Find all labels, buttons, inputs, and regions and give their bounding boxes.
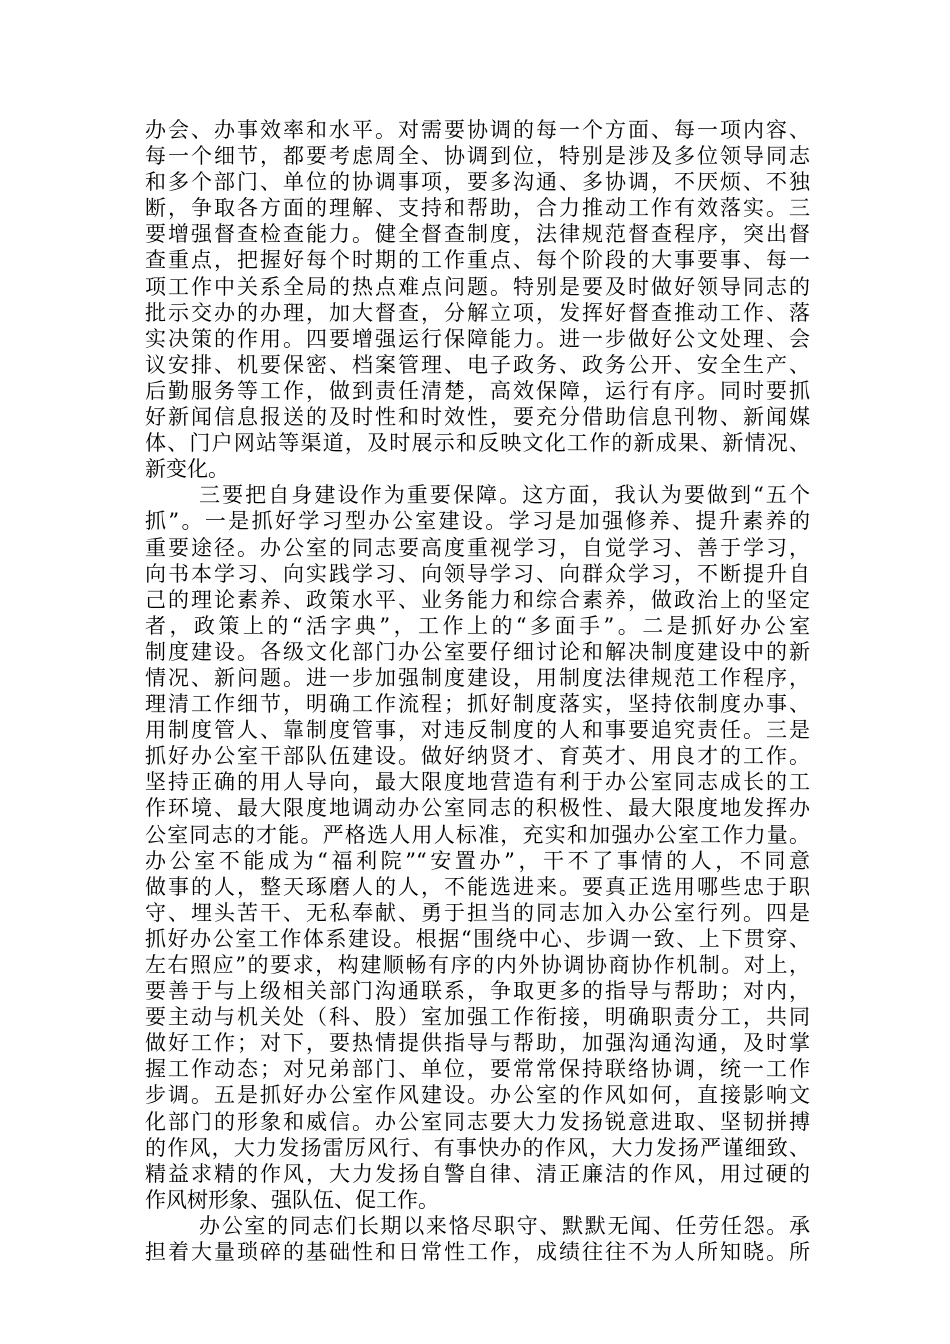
text-line: 要增强督查检查能力。健全督查制度，法律规范督查程序，突出督 bbox=[145, 222, 810, 247]
text-line: 抓”。一是抓好学习型办公室建设。学习是加强修养、提升素养的 bbox=[145, 509, 810, 534]
text-line: 握工作动态；对兄弟部门、单位，要常常保持联络协调，统一工作 bbox=[145, 1057, 810, 1082]
text-line: 做事的人，整天琢磨人的人，不能选进来。要真正选用哪些忠于职 bbox=[145, 874, 810, 899]
text-line: 办会、办事效率和水平。对需要协调的每一个方面、每一项内容、 bbox=[145, 118, 810, 142]
text-line: 左右照应”的要求，构建顺畅有序的内外协调协商协作机制。对上， bbox=[145, 953, 810, 977]
text-line: 批示交办的办理，加大督查，分解立项，发挥好督查推动工作、落 bbox=[145, 300, 810, 325]
text-line: 制度建设。各级文化部门办公室要仔细讨论和解决制度建设中的新 bbox=[145, 639, 810, 664]
text-line: 化部门的形象和威信。办公室同志要大力发扬锐意进取、坚韧拼搏 bbox=[145, 1109, 810, 1134]
text-line: 实决策的作用。四要增强运行保障能力。进一步做好公文处理、会 bbox=[145, 326, 810, 351]
text-line: 查重点，把握好每个时期的工作重点、每个阶段的大事要事、每一 bbox=[145, 248, 810, 273]
text-line: 精益求精的作风，大力发扬自警自律、清正廉洁的作风，用过硬的 bbox=[145, 1161, 810, 1186]
text-line: 用制度管人、靠制度管事，对违反制度的人和事要追究责任。三是 bbox=[145, 718, 810, 743]
text-line: 每一个细节，都要考虑周全、协调到位，特别是涉及多位领导同志 bbox=[145, 144, 810, 169]
text-line: 做好工作；对下，要热情提供指导与帮助，加强沟通沟通，及时掌 bbox=[145, 1031, 810, 1056]
text-line: 抓好办公室干部队伍建设。做好纳贤才、育英才、用良才的工作。 bbox=[145, 744, 810, 769]
text-line: 体、门户网站等渠道，及时展示和反映文化工作的新成果、新情况、 bbox=[145, 431, 810, 456]
text-line: 新变化。 bbox=[145, 457, 229, 482]
text-line: 者，政策上的“活字典”，工作上的“多面手”。二是抓好办公室 bbox=[145, 613, 810, 638]
text-line: 公室同志的才能。严格选人用人标准，充实和加强办公室工作力量。 bbox=[145, 822, 810, 847]
text-line: 担着大量琐碎的基础性和日常性工作，成绩往往不为人所知晓。所 bbox=[145, 1240, 810, 1265]
text-line: 重要途径。办公室的同志要高度重视学习，自觉学习、善于学习， bbox=[145, 535, 810, 560]
text-line: 办公室的同志们长期以来恪尽职守、默默无闻、任劳任怨。承 bbox=[199, 1213, 810, 1238]
text-line: 步调。五是抓好办公室作风建设。办公室的作风如何，直接影响文 bbox=[145, 1083, 810, 1108]
text-line: 议安排、机要保密、档案管理、电子政务、政务公开、安全生产、 bbox=[145, 352, 810, 377]
text-line: 守、埋头苦干、无私奉献、勇于担当的同志加入办公室行列。四是 bbox=[145, 900, 810, 925]
text-line: 要善于与上级相关部门沟通联系，争取更多的指导与帮助；对内， bbox=[145, 979, 810, 1004]
text-line: 和多个部门、单位的协调事项，要多沟通、多协调，不厌烦、不独 bbox=[145, 170, 810, 195]
text-line: 后勤服务等工作，做到责任清楚，高效保障，运行有序。同时要抓 bbox=[145, 378, 810, 403]
text-line: 作风树形象、强队伍、促工作。 bbox=[145, 1187, 439, 1212]
text-line: 向书本学习、向实践学习、向领导学习、向群众学习，不断提升自 bbox=[145, 561, 810, 586]
text-line: 抓好办公室工作体系建设。根据“围绕中心、步调一致、上下贯穿、 bbox=[145, 926, 810, 951]
text-line: 三要把自身建设作为重要保障。这方面，我认为要做到“五个 bbox=[199, 483, 810, 508]
text-line: 理清工作细节，明确工作流程；抓好制度落实，坚持依制度办事、 bbox=[145, 692, 810, 717]
text-line: 断，争取各方面的理解、支持和帮助，合力推动工作有效落实。三 bbox=[145, 196, 810, 221]
text-line: 作环境、最大限度地调动办公室同志的积极性、最大限度地发挥办 bbox=[145, 796, 810, 821]
text-line: 项工作中关系全局的热点难点问题。特别是要及时做好领导同志的 bbox=[145, 274, 810, 299]
text-line: 情况、新问题。进一步加强制度建设，用制度法律规范工作程序， bbox=[145, 665, 810, 690]
text-line: 办公室不能成为“福利院”“安置办”，干不了事情的人，不同意 bbox=[145, 848, 810, 873]
text-line: 坚持正确的用人导向，最大限度地营造有利于办公室同志成长的工 bbox=[145, 770, 810, 795]
text-line: 好新闻信息报送的及时性和时效性，要充分借助信息刊物、新闻媒 bbox=[145, 405, 810, 430]
body-text bbox=[145, 117, 810, 1265]
text-line: 要主动与机关处（科、股）室加强工作衔接，明确职责分工，共同 bbox=[145, 1005, 810, 1030]
text-line: 己的理论素养、政策水平、业务能力和综合素养，做政治上的坚定 bbox=[145, 587, 810, 612]
text-line: 的作风，大力发扬雷厉风行、有事快办的作风，大力发扬严谨细致、 bbox=[145, 1135, 810, 1160]
